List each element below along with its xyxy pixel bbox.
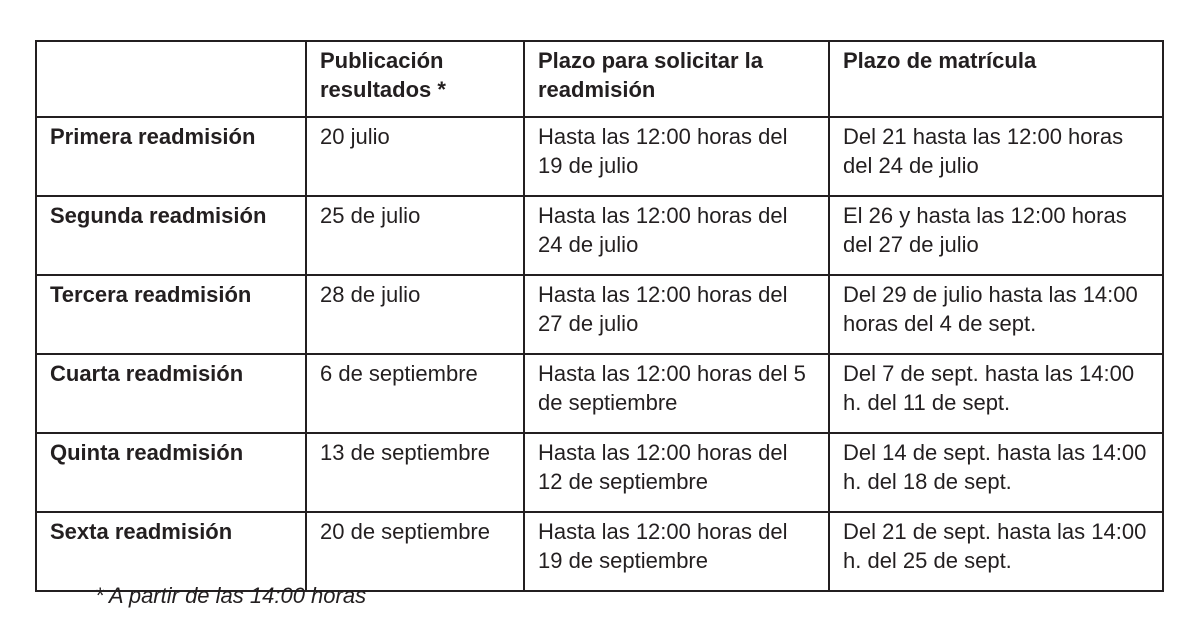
- footnote: * A partir de las 14:00 horas: [95, 583, 367, 608]
- enrollment-deadline-cell: Del 7 de sept. hasta las 14:00 h. del 11 de sept.: [829, 354, 1163, 433]
- table-row: [36, 196, 1163, 275]
- table-row: [36, 433, 1163, 512]
- header-cell-publication: Publicación resultados *: [306, 41, 524, 117]
- publication-date-cell: 13 de septiembre: [306, 433, 524, 512]
- row-label: Primera readmisión: [36, 117, 306, 196]
- enrollment-deadline-cell: Del 29 de julio hasta las 14:00 horas del 4 de sept.: [829, 275, 1163, 354]
- publication-date-cell: 25 de julio: [306, 196, 524, 275]
- row-label: Quinta readmisión: [36, 433, 306, 512]
- header-cell-enrollment-deadline: Plazo de matrícula: [829, 41, 1163, 117]
- table-row: [36, 275, 1163, 354]
- request-deadline-cell: Hasta las 12:00 horas del 12 de septiembre: [524, 433, 829, 512]
- request-deadline-cell: Hasta las 12:00 horas del 27 de julio: [524, 275, 829, 354]
- request-deadline-cell: Hasta las 12:00 horas del 24 de julio: [524, 196, 829, 275]
- header-cell-empty: [36, 41, 306, 117]
- publication-date-cell: 28 de julio: [306, 275, 524, 354]
- publication-date-cell: 6 de septiembre: [306, 354, 524, 433]
- row-label: Sexta readmisión: [36, 512, 306, 591]
- request-deadline-cell: Hasta las 12:00 horas del 19 de julio: [524, 117, 829, 196]
- table-row: [36, 117, 1163, 196]
- header-cell-request-deadline: Plazo para solicitar la readmisión: [524, 41, 829, 117]
- enrollment-deadline-cell: Del 14 de sept. hasta las 14:00 h. del 18 de sept.: [829, 433, 1163, 512]
- enrollment-deadline-cell: El 26 y hasta las 12:00 horas del 27 de julio: [829, 196, 1163, 275]
- enrollment-deadline-cell: Del 21 de sept. hasta las 14:00 h. del 25 de sept.: [829, 512, 1163, 591]
- enrollment-deadline-cell: Del 21 hasta las 12:00 horas del 24 de julio: [829, 117, 1163, 196]
- publication-date-cell: 20 de septiembre: [306, 512, 524, 591]
- table-header-row: [36, 41, 1163, 117]
- request-deadline-cell: Hasta las 12:00 horas del 19 de septiembre: [524, 512, 829, 591]
- readmission-schedule-table: [35, 40, 1164, 592]
- row-label: Cuarta readmisión: [36, 354, 306, 433]
- row-label: Segunda readmisión: [36, 196, 306, 275]
- request-deadline-cell: Hasta las 12:00 horas del 5 de septiembre: [524, 354, 829, 433]
- table-row: [36, 354, 1163, 433]
- publication-date-cell: 20 julio: [306, 117, 524, 196]
- table-row: [36, 512, 1163, 591]
- row-label: Tercera readmisión: [36, 275, 306, 354]
